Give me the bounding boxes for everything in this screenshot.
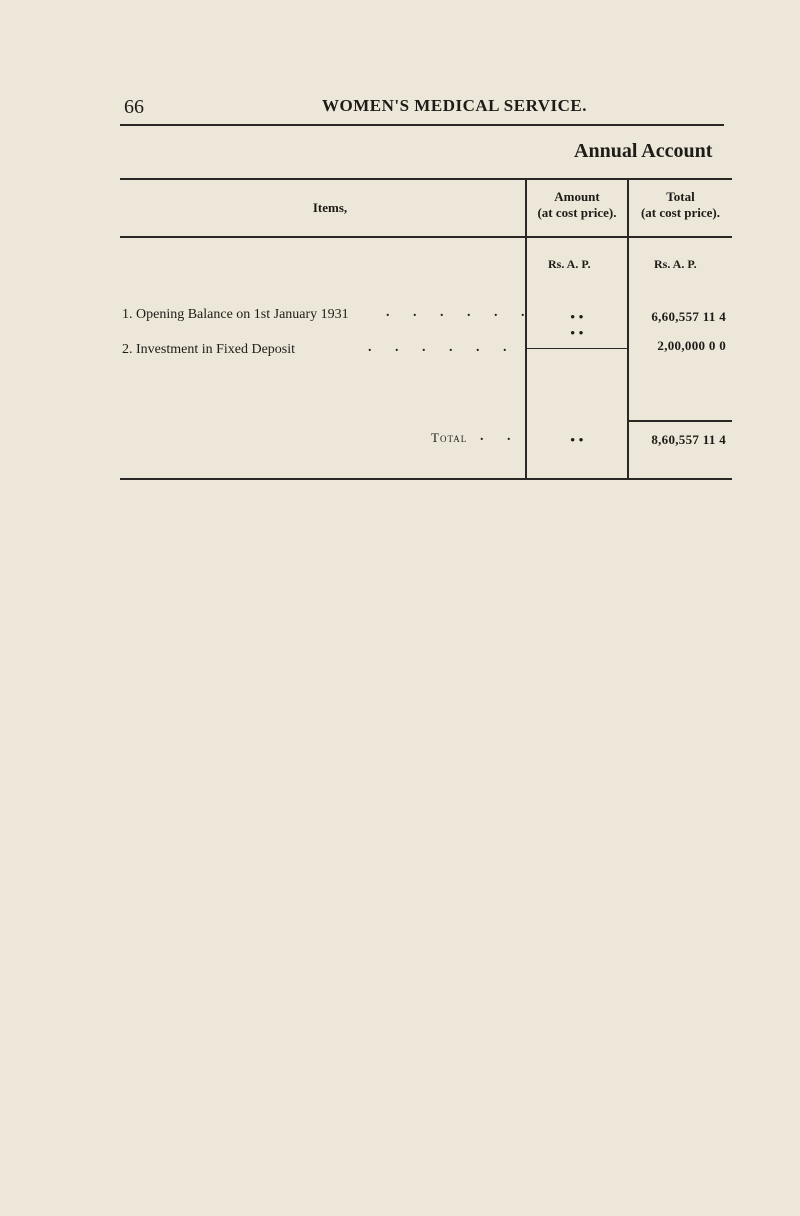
- total-amount: • •: [570, 432, 584, 447]
- head-rule: [120, 124, 724, 126]
- amount-column-header: [527, 189, 627, 221]
- total-column-left-rule: [627, 178, 629, 480]
- row-label: 2. Investment in Fixed Deposit: [122, 342, 296, 357]
- table-top-rule: [120, 178, 732, 180]
- row-amount: • •: [570, 309, 584, 324]
- total-header-line1: Total: [666, 189, 695, 204]
- amount-header-line1: Amount: [554, 189, 600, 204]
- items-column-header: Items,: [312, 200, 348, 215]
- row-label: 1. Opening Balance on 1st January 1931: [122, 307, 349, 322]
- total-value: 8,60,557 11 4: [651, 432, 726, 447]
- header-bottom-rule: [120, 236, 732, 238]
- row-leader-dots: . . . . . .: [386, 305, 535, 320]
- row-leader-dots: . . . . . .: [368, 340, 517, 355]
- amount-unit-label: Rs. A. P.: [548, 257, 591, 271]
- running-head: WOMEN'S MEDICAL SERVICE.: [322, 96, 588, 115]
- total-column-header: [629, 189, 732, 221]
- page-number: 66: [124, 96, 144, 118]
- row-amount: • •: [570, 325, 584, 340]
- table-bottom-rule: [120, 478, 732, 480]
- row-total: 6,60,557 11 4: [651, 309, 726, 324]
- total-sum-rule: [628, 420, 732, 422]
- amount-header-line2: (at cost price).: [537, 205, 617, 220]
- table-title: Annual Account: [574, 140, 713, 162]
- total-label: Total: [431, 430, 468, 445]
- total-leader-dots: . .: [480, 429, 521, 444]
- row-total: 2,00,000 0 0: [657, 338, 726, 353]
- amount-subtotal-rule: [526, 348, 627, 349]
- total-unit-label: Rs. A. P.: [654, 257, 697, 271]
- total-header-line2: (at cost price).: [640, 205, 721, 220]
